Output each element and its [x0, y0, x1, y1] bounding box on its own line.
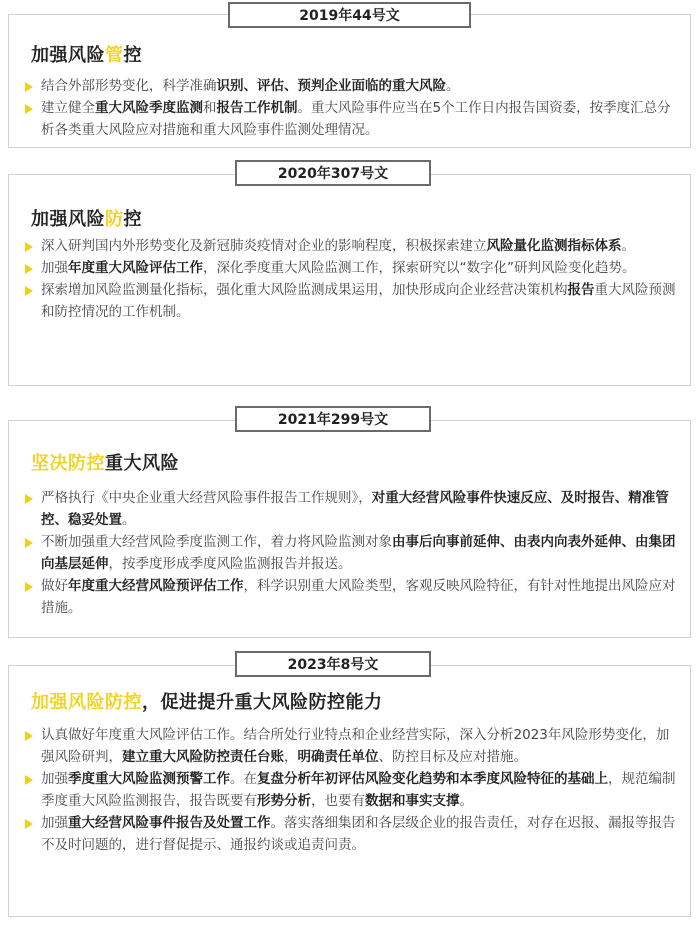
item-text: 。落实落细集团和各层级企业的报告责任，对存在迟报、漏报等报告不及时问题的，进行督促提示、通报约谈或追责问责。: [41, 815, 676, 853]
item-bold-text: 数据和事实支撑: [365, 793, 460, 809]
list-item: [21, 768, 676, 812]
arrow-bullet-icon: [25, 582, 33, 592]
heading-text: 加强风险: [31, 209, 105, 230]
section-heading: [31, 41, 142, 67]
section-heading: [31, 449, 179, 475]
item-text: 。: [446, 78, 460, 94]
list-item: [21, 235, 676, 257]
arrow-bullet-icon: [25, 494, 33, 504]
heading-text: 控: [123, 209, 142, 230]
item-text: ，科学识别重大风险类型，客观反映风险特征，有针对性地提出风险应对措施。: [41, 578, 676, 616]
item-bold-text: 风险量化监测指标体系: [486, 238, 622, 254]
item-bold-text: 复盘分析年初评估风险变化趋势和本季度风险特征的基础上: [257, 771, 608, 787]
item-bold-text: 建立重大风险防控责任台账: [122, 749, 284, 765]
item-text: ，深化季度重大风险监测工作，探索研究以“数字化”研判风险变化趋势。: [203, 260, 636, 276]
bullet-list: [21, 75, 676, 141]
policy-section: [8, 420, 691, 638]
bullet-list: [21, 487, 676, 619]
arrow-bullet-icon: [25, 819, 33, 829]
item-text: 认真做好年度重大风险评估工作。结合所处行业特点和企业经营实际，深入分析2023年风险形势变化，加强风险研判，: [41, 727, 670, 765]
arrow-bullet-icon: [25, 731, 33, 741]
arrow-bullet-icon: [25, 264, 33, 274]
section-tag: 2021年299号文: [235, 406, 431, 432]
policy-section: [8, 14, 691, 148]
heading-text: 重大风险: [105, 453, 179, 474]
arrow-bullet-icon: [25, 242, 33, 252]
list-item: [21, 75, 676, 97]
heading-highlight: 防: [105, 209, 124, 230]
list-item: [21, 279, 676, 323]
item-bold-text: 年度重大风险评估工作: [68, 260, 203, 276]
section-tag: 2023年8号文: [235, 651, 431, 677]
section-tag: 2020年307号文: [235, 160, 431, 186]
item-text: 。: [459, 793, 473, 809]
arrow-bullet-icon: [25, 82, 33, 92]
item-text: 加强: [41, 771, 68, 787]
arrow-bullet-icon: [25, 104, 33, 114]
list-item: [21, 812, 676, 856]
policy-section: [8, 174, 691, 386]
list-item: [21, 575, 676, 619]
item-text: 。重大风险事件应当在5个工作日内报告国资委，按季度汇总分析各类重大风险应对措施和重大风险事件监测处理情况。: [41, 100, 671, 138]
item-text: ，规范编制季度重大风险监测报告，报告既要有: [41, 771, 676, 809]
item-text: 做好: [41, 578, 68, 594]
list-item: [21, 724, 676, 768]
item-bold-text: 明确责任单位: [297, 749, 379, 765]
heading-highlight: 管: [105, 45, 124, 66]
item-bold-text: 重大经营风险事件报告及处置工作: [68, 815, 271, 831]
item-bold-text: 识别、评估、预判企业面临的重大风险: [216, 78, 446, 94]
item-text: 深入研判国内外形势变化及新冠肺炎疫情对企业的影响程度，积极探索建立: [41, 238, 487, 254]
heading-text: ，促进提升重大风险防控能力: [142, 692, 383, 713]
section-tag: 2019年44号文: [228, 2, 471, 28]
section-heading: [31, 205, 142, 231]
item-bold-text: 报告: [567, 282, 595, 298]
item-bold-text: 重大风险季度监测: [95, 100, 203, 116]
item-text: 结合外部形势变化，科学准确: [41, 78, 217, 94]
bullet-list: [21, 724, 676, 856]
bullet-list: [21, 235, 676, 323]
section-heading: [31, 688, 383, 714]
item-text: 加强: [41, 815, 68, 831]
item-text: 加强: [41, 260, 68, 276]
item-bold-text: 季度重大风险监测预警工作: [68, 771, 230, 787]
item-text: 重大风险预测和防控情况的工作机制。: [41, 282, 676, 320]
heading-highlight: 加强风险防控: [31, 692, 142, 713]
item-bold-text: 年度重大经营风险预评估工作: [68, 578, 244, 594]
item-text: 建立健全: [41, 100, 95, 116]
list-item: [21, 257, 676, 279]
heading-text: 加强风险: [31, 45, 105, 66]
item-text: 和: [203, 100, 217, 116]
arrow-bullet-icon: [25, 286, 33, 296]
item-bold-text: 由事后向事前延伸、由表内向表外延伸、由集团向基层延伸: [41, 534, 676, 572]
item-text: ，按季度形成季度风险监测报告并报送。: [108, 556, 352, 572]
item-text: ，也要有: [311, 793, 365, 809]
arrow-bullet-icon: [25, 775, 33, 785]
heading-highlight: 坚决防控: [31, 453, 105, 474]
policy-section: [8, 665, 691, 917]
item-text: 。: [122, 512, 136, 528]
item-bold-text: 报告工作机制: [216, 100, 298, 116]
heading-text: 控: [123, 45, 142, 66]
item-text: ，: [284, 749, 298, 765]
item-text: 、防控目标及应对措施。: [378, 749, 527, 765]
item-text: 不断加强重大经营风险季度监测工作，着力将风险监测对象: [41, 534, 392, 550]
list-item: [21, 97, 676, 141]
item-text: 探索增加风险监测量化指标，强化重大风险监测成果运用，加快形成向企业经营决策机构: [41, 282, 568, 298]
item-text: 严格执行《中央企业重大经营风险事件报告工作规则》，: [41, 490, 372, 506]
list-item: [21, 531, 676, 575]
item-bold-text: 形势分析: [257, 793, 311, 809]
item-text: 。: [621, 238, 635, 254]
arrow-bullet-icon: [25, 538, 33, 548]
item-text: 。在: [230, 771, 257, 787]
list-item: [21, 487, 676, 531]
item-bold-text: 对重大经营风险事件快速反应、及时报告、精准管控、稳妥处置: [41, 490, 669, 528]
